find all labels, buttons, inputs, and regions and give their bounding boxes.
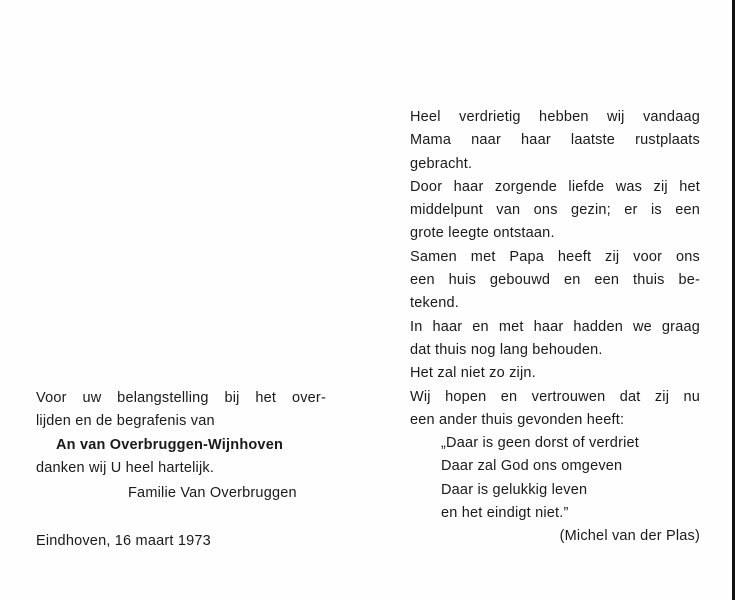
message-line: tekend. [410,295,459,312]
place-date: Eindhoven, 16 maart 1973 [36,533,211,549]
message-line: een huis gebouwd en een thuis be- [410,272,700,289]
poem-line: Daar zal God ons omgeven [441,458,623,475]
message-line: Heel verdrietig hebben wij vandaag [410,109,700,125]
deceased-name: An van Overbruggen-Wijnhoven [56,436,284,453]
message-line: In haar en met haar hadden we graag [410,318,700,335]
thanks-line: danken wij U heel hartelijk. [36,459,215,476]
acknowledgement-line: Voor uw belangstelling bij het over- [36,390,326,406]
message-panel [410,106,700,549]
poem-line: en het eindigt niet.” [441,505,569,522]
message-line: grote leegte ontstaan. [410,225,555,242]
message-line: Het zal niet zo zijn. [410,365,536,382]
acknowledgement-line: lijden en de begrafenis van [36,413,215,430]
family-signature: Familie Van Overbruggen [128,485,297,502]
message-line: dat thuis nog lang behouden. [410,341,603,358]
message-line: Door haar zorgende liefde was zij het [410,178,700,195]
message-line: een ander thuis gevonden heeft: [410,411,625,428]
message-line: middelpunt van ons gezin; er is een [410,202,700,219]
message-line: Samen met Papa heeft zij voor ons [410,248,700,265]
poem-line: „Daar is geen dorst of verdriet [441,435,640,452]
acknowledgement-panel [36,387,326,505]
message-line: Wij hopen en vertrouwen dat zij nu [410,388,700,405]
poem-line: Daar is gelukkig leven [441,481,588,498]
message-line: Mama naar haar laatste rustplaats [410,132,700,149]
message-line: gebracht. [410,155,473,172]
poem-attribution: (Michel van der Plas) [559,528,700,545]
